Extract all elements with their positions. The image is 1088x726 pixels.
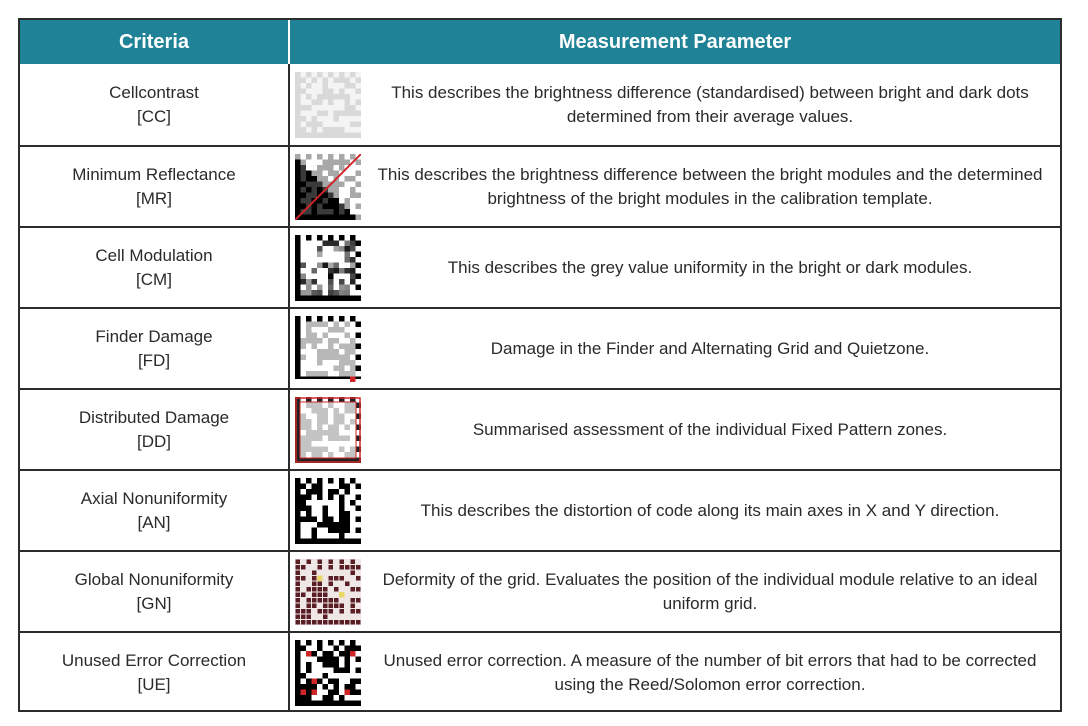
- table-row: [20, 550, 1060, 631]
- criteria-cell: [20, 552, 290, 631]
- criteria-code: [UE]: [137, 674, 171, 694]
- criteria-cell: [20, 309, 290, 388]
- parameter-description: This describes the distortion of code along its main axes in X and Y direction.: [420, 500, 1000, 520]
- criteria-name: Axial Nonuniformity: [80, 488, 228, 508]
- criteria-name: Unused Error Correction: [61, 650, 247, 670]
- table-body: [20, 64, 1060, 712]
- criteria-name: Finder Damage: [95, 326, 213, 346]
- table-row: [20, 226, 1060, 307]
- criteria-name: Minimum Reflectance: [72, 164, 236, 184]
- criteria-name: Global Nonuniformity: [74, 569, 234, 589]
- datamatrix-black-icon: [290, 471, 366, 550]
- parameter-description: Unused error correction. A measure of the number of bit errors that had to be corrected using the Reed/Solomon error correction.: [383, 650, 1037, 694]
- criteria-cell: [20, 228, 290, 307]
- datamatrix-red-frame-icon: [290, 390, 366, 469]
- criteria-cell: [20, 64, 290, 145]
- datamatrix-grey-gradient-icon: [290, 228, 366, 307]
- table-row: [20, 145, 1060, 226]
- parameter-description: Deformity of the grid. Evaluates the position of the individual module relative to an ideal uniform grid.: [382, 569, 1038, 613]
- datamatrix-dark-red-grid-icon: [290, 552, 366, 631]
- criteria-code: [MR]: [136, 188, 172, 208]
- header-criteria: Criteria: [20, 20, 290, 64]
- table-row: [20, 388, 1060, 469]
- parameter-description: This describes the grey value uniformity in the bright or dark modules.: [447, 257, 973, 277]
- criteria-code: [CM]: [136, 269, 172, 289]
- criteria-cell: [20, 390, 290, 469]
- parameter-description: This describes the brightness difference between the bright modules and the determined brightness of the bright modules in the calibration template.: [377, 164, 1043, 208]
- datamatrix-red-dots-icon: [290, 633, 366, 712]
- criteria-cell: [20, 147, 290, 226]
- header-measurement-parameter: Measurement Parameter: [558, 30, 792, 53]
- criteria-table: [18, 18, 1062, 712]
- datamatrix-finder-damage-icon: [290, 309, 366, 388]
- criteria-code: [AN]: [137, 512, 171, 532]
- table-row: [20, 307, 1060, 388]
- criteria-cell: [20, 471, 290, 550]
- criteria-name: Cellcontrast: [109, 82, 199, 102]
- criteria-name: Distributed Damage: [78, 407, 230, 427]
- table-row: [20, 631, 1060, 712]
- parameter-description: This describes the brightness difference (standardised) between bright and dark dots determined from their average values.: [391, 82, 1029, 126]
- criteria-name: Cell Modulation: [95, 245, 213, 265]
- criteria-code: [FD]: [137, 350, 171, 370]
- table-header: [20, 20, 1060, 64]
- table-row: [20, 64, 1060, 145]
- criteria-code: [DD]: [137, 431, 171, 451]
- parameter-description: Summarised assessment of the individual Fixed Pattern zones.: [472, 419, 948, 439]
- criteria-code: [GN]: [136, 593, 172, 613]
- datamatrix-faded-icon: [290, 64, 366, 145]
- criteria-code: [CC]: [137, 106, 171, 126]
- criteria-cell: [20, 633, 290, 712]
- datamatrix-diagonal-red-line-icon: [290, 147, 366, 226]
- parameter-description: Damage in the Finder and Alternating Grid and Quietzone.: [490, 338, 930, 358]
- table-row: [20, 469, 1060, 550]
